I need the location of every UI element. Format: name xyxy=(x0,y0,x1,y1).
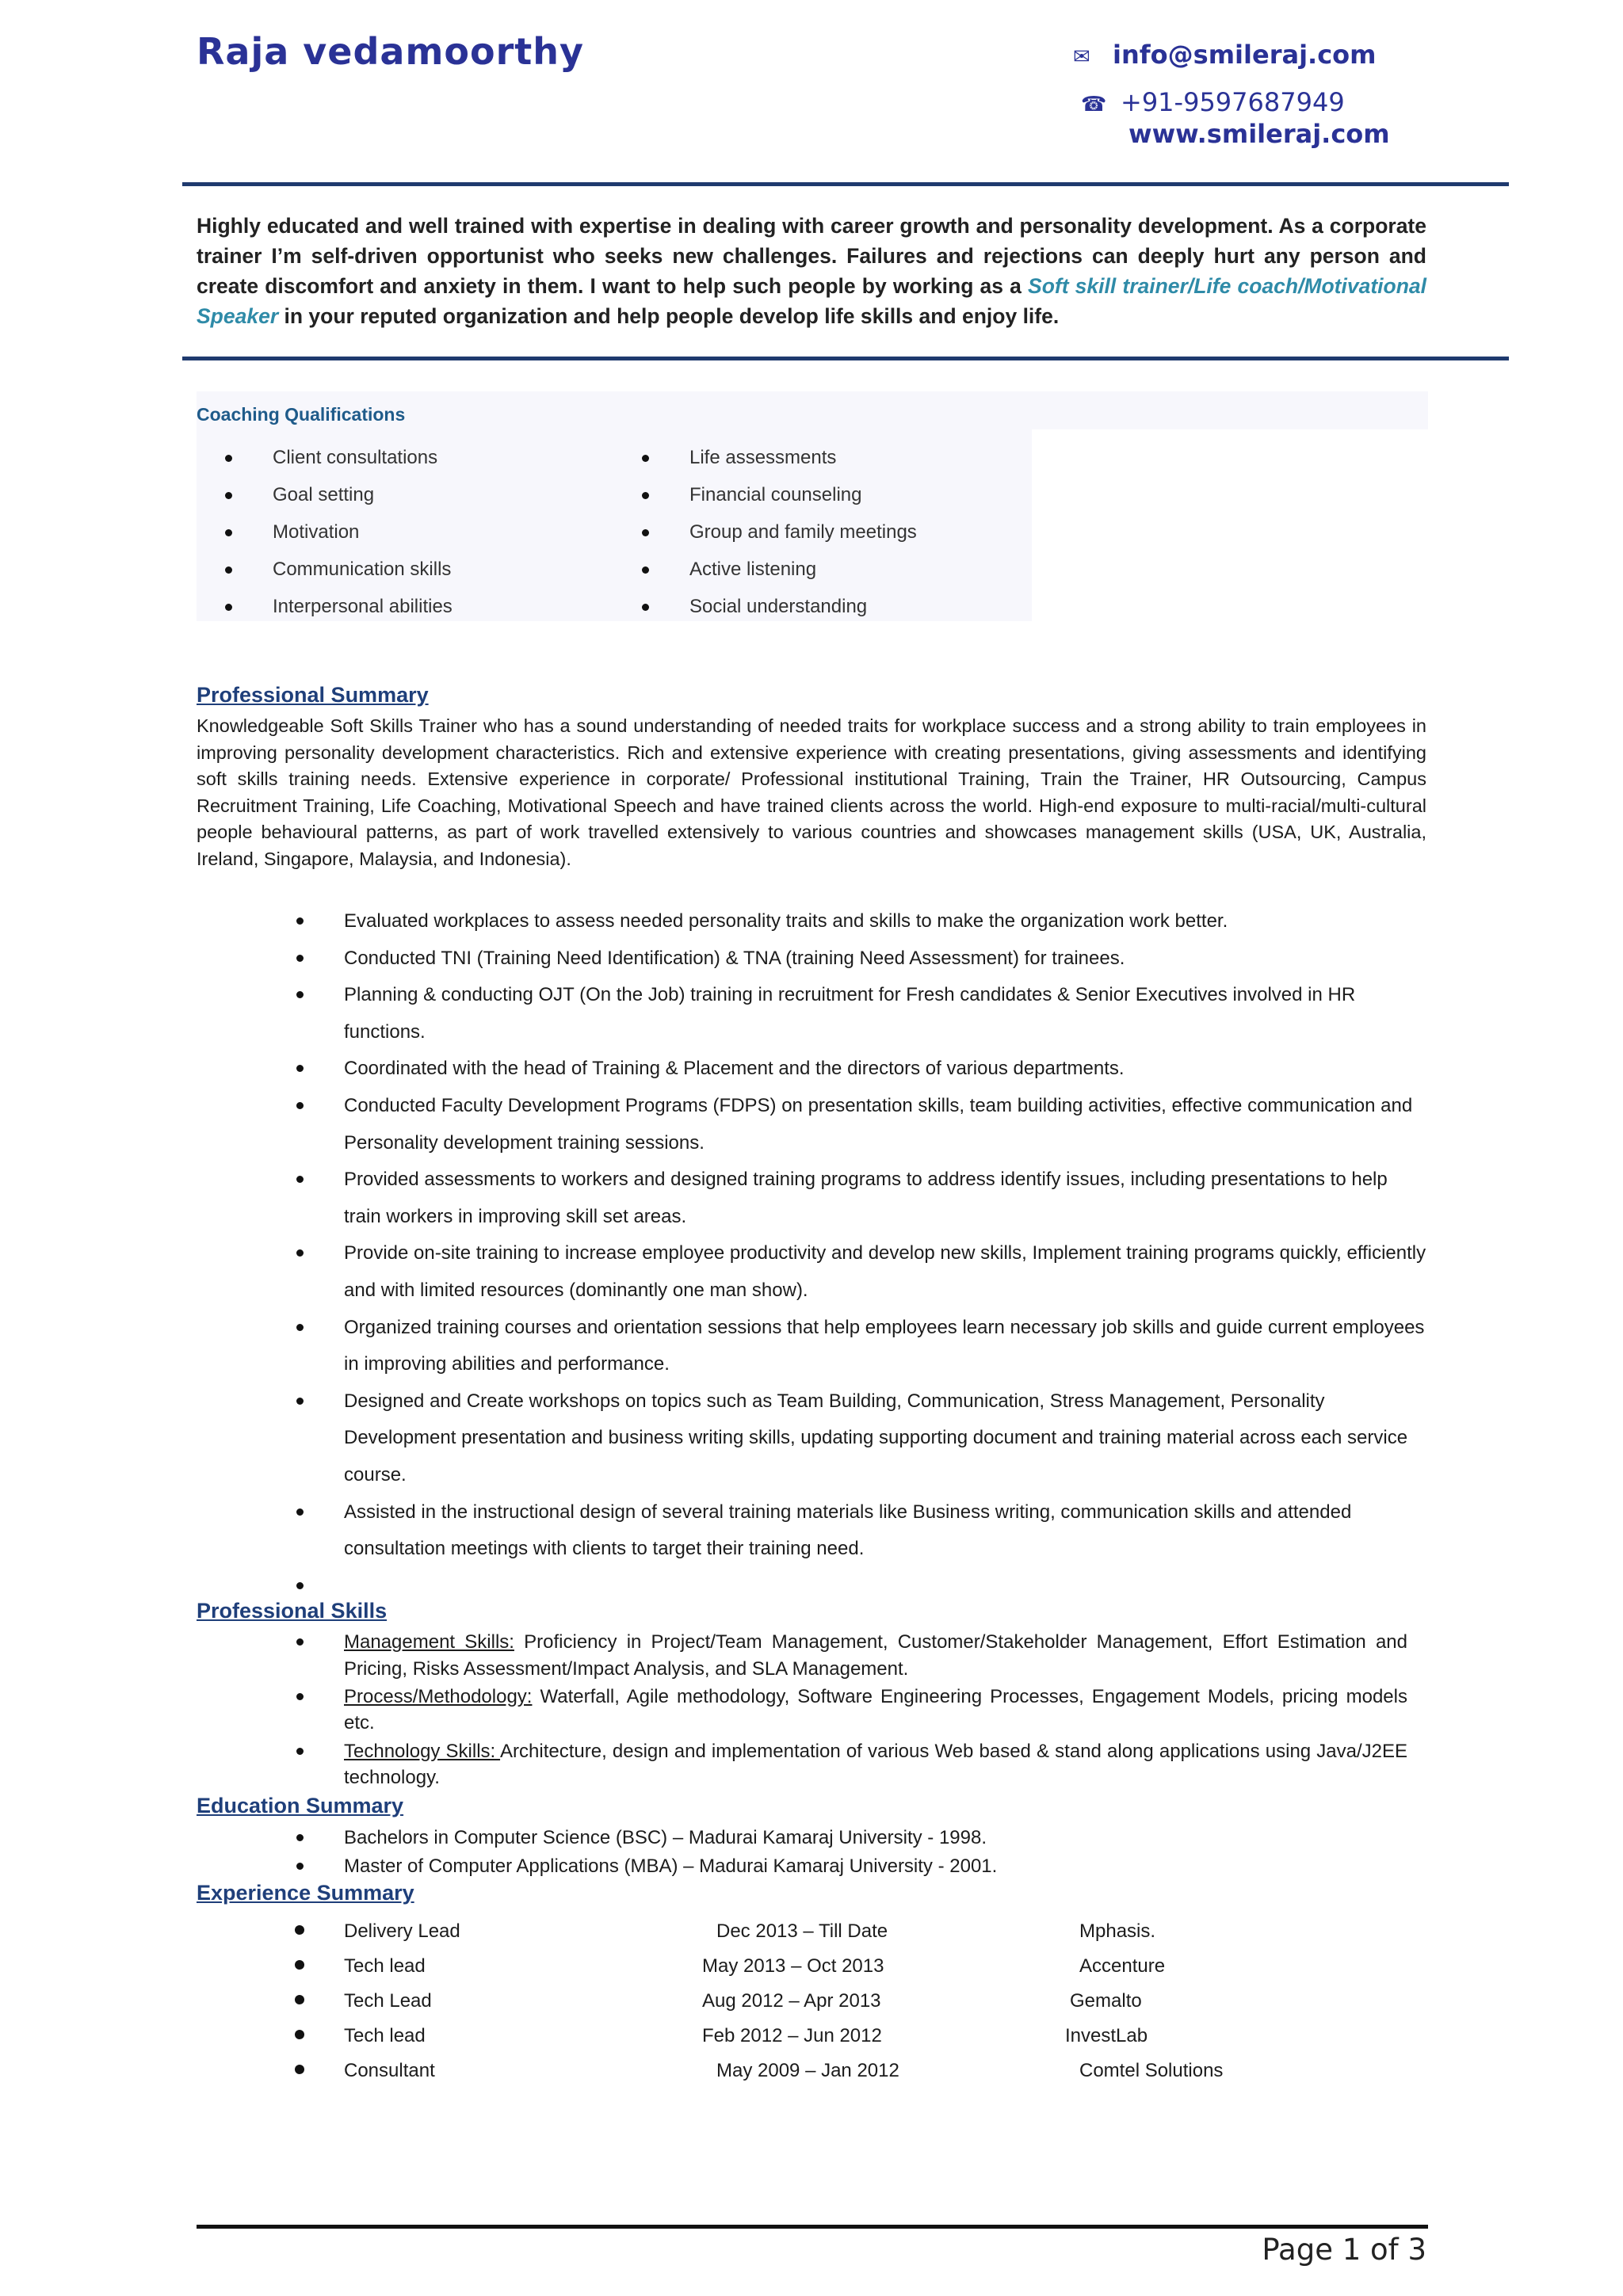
skill-item xyxy=(197,1738,1407,1791)
professional-skills-title: Professional Skills xyxy=(197,1599,388,1623)
experience-period: May 2009 – Jan 2012 xyxy=(716,2060,899,2081)
experience-role: Delivery Lead xyxy=(344,1920,460,1942)
list-item: Communication skills xyxy=(197,551,609,588)
intro-rule xyxy=(182,357,1509,360)
experience-role: Consultant xyxy=(344,2060,435,2081)
phone-icon: ☎ xyxy=(1081,93,1107,116)
mail-icon: ✉ xyxy=(1073,45,1090,69)
list-item: Provide on-site training to increase employee productivity and develop new skills, Implement training programs quickly, efficiently and with limited resources (dominantly one man show). xyxy=(197,1235,1428,1309)
skill-text: Proficiency in Project/Team Management, Customer/Stakeholder Management, Effort Estimation and Pricing, Risks Assessment/Impact Analysis, and SLA Management. xyxy=(344,1631,1407,1680)
list-item xyxy=(197,1568,1428,1600)
page-number: Page 1 of 3 xyxy=(1262,2233,1426,2267)
list-item: Provided assessments to workers and designed training programs to address identify issues, including presentations to help train workers in improving skill set areas. xyxy=(197,1161,1428,1235)
experience-title: Experience Summary xyxy=(197,1881,414,1905)
coaching-list-right xyxy=(613,439,1025,625)
list-item: Assisted in the instructional design of several training materials like Business writing, communication skills and attended consultation meetings with clients to target their training need. xyxy=(197,1494,1428,1568)
experience-role: Tech lead xyxy=(344,2025,426,2046)
professional-skills-list xyxy=(197,1629,1407,1792)
experience-role: Tech Lead xyxy=(344,1990,432,2012)
experience-row xyxy=(197,1914,1306,1949)
list-item: Group and family meetings xyxy=(613,513,1025,551)
experience-period: Aug 2012 – Apr 2013 xyxy=(702,1990,881,2012)
experience-company: Accenture xyxy=(1079,1955,1166,1977)
list-item: Active listening xyxy=(613,551,1025,588)
professional-summary-title: Professional Summary xyxy=(197,683,429,707)
list-item: Interpersonal abilities xyxy=(197,588,609,625)
phone-line xyxy=(1081,87,1345,117)
coaching-box-strip xyxy=(1032,391,1428,429)
education-title: Education Summary xyxy=(197,1794,404,1817)
intro-statement xyxy=(197,211,1426,331)
skill-text: Waterfall, Agile methodology, Software Engineering Processes, Engagement Models, pricing models etc. xyxy=(344,1685,1407,1734)
list-item: Coordinated with the head of Training & Placement and the directors of various departments. xyxy=(197,1051,1428,1088)
experience-row xyxy=(197,1984,1306,2019)
list-item: Financial counseling xyxy=(613,476,1025,513)
bullet-icon xyxy=(295,1925,304,1935)
coaching-list-left xyxy=(197,439,609,625)
skill-text: Architecture, design and implementation of various Web based & stand along applications using Java/J2EE technology. xyxy=(344,1740,1407,1789)
list-item: Goal setting xyxy=(197,476,609,513)
experience-company: Mphasis. xyxy=(1079,1920,1156,1942)
list-item: Client consultations xyxy=(197,439,609,476)
experience-company: Comtel Solutions xyxy=(1079,2060,1224,2081)
phone-number: +91-9597687949 xyxy=(1121,87,1345,117)
bullet-icon xyxy=(295,2065,304,2074)
experience-period: May 2013 – Oct 2013 xyxy=(702,1955,884,1977)
list-item: Designed and Create workshops on topics such as Team Building, Communication, Stress Management, Personality Development presentation and business writing skills, updating supporting document and training material across each service course. xyxy=(197,1383,1428,1494)
list-item: Bachelors in Computer Science (BSC) – Madurai Kamaraj University - 1998. xyxy=(197,1824,1428,1852)
coaching-title: Coaching Qualifications xyxy=(197,404,406,425)
skill-label: Management Skills: xyxy=(344,1631,514,1653)
experience-company: Gemalto xyxy=(1070,1990,1142,2012)
list-item: Life assessments xyxy=(613,439,1025,476)
experience-role: Tech lead xyxy=(344,1955,426,1977)
list-item: Planning & conducting OJT (On the Job) training in recruitment for Fresh candidates & Senior Executives involved in HR functions. xyxy=(197,977,1428,1051)
experience-row xyxy=(197,1949,1306,1984)
list-item: Conducted TNI (Training Need Identification) & TNA (training Need Assessment) for trainees. xyxy=(197,940,1428,978)
website-link[interactable]: www.smileraj.com xyxy=(1128,119,1390,149)
bullet-icon xyxy=(295,1960,304,1970)
candidate-name: Raja vedamoorthy xyxy=(197,30,584,73)
experience-period: Dec 2013 – Till Date xyxy=(716,1920,888,1942)
bullet-icon xyxy=(295,2030,304,2039)
skill-label: Technology Skills: xyxy=(344,1740,501,1762)
list-item: Evaluated workplaces to assess needed personality traits and skills to make the organization work better. xyxy=(197,903,1428,940)
bullet-icon xyxy=(295,1995,304,2004)
list-item: Social understanding xyxy=(613,588,1025,625)
skill-item xyxy=(197,1684,1407,1737)
experience-row xyxy=(197,2054,1306,2088)
experience-period: Feb 2012 – Jun 2012 xyxy=(702,2025,882,2046)
header-rule xyxy=(182,182,1509,186)
list-item: Conducted Faculty Development Programs (FDPS) on presentation skills, team building activities, effective communication and Personality development training sessions. xyxy=(197,1088,1428,1161)
experience-row xyxy=(197,2019,1306,2054)
education-list xyxy=(197,1824,1428,1881)
footer-rule xyxy=(197,2225,1428,2229)
skill-item xyxy=(197,1629,1407,1682)
list-item: Organized training courses and orientation sessions that help employees learn necessary job skills and guide current employees in improving abilities and performance. xyxy=(197,1310,1428,1383)
intro-text-b: in your reputed organization and help people develop life skills and enjoy life. xyxy=(278,304,1060,328)
intro-text-a: Highly educated and well trained with expertise in dealing with career growth and personality development. As a corporate trainer I’m self-driven opportunist who seeks new challenges. Failures and rejections can deeply hurt any person and create discomfort and anxiety in them. I want to help such people by working as a xyxy=(197,214,1426,298)
email-line xyxy=(1073,40,1376,70)
experience-company: InvestLab xyxy=(1065,2025,1148,2046)
list-item: Motivation xyxy=(197,513,609,551)
skill-label: Process/Methodology: xyxy=(344,1685,533,1707)
list-item: Master of Computer Applications (MBA) – Madurai Kamaraj University - 2001. xyxy=(197,1852,1428,1881)
email-address[interactable]: info@smileraj.com xyxy=(1113,40,1377,70)
professional-summary-bullets xyxy=(197,903,1428,1600)
professional-summary-paragraph: Knowledgeable Soft Skills Trainer who has a sound understanding of needed traits for workplace success and a strong ability to train employees in improving personality development characteristics. Rich and extensive experience with creating presentations, giving assessments and identifying soft skills training needs. Extensive experience in corporate/ Professional institutional Training, Train the Trainer, HR Outsourcing, Campus Recruitment Training, Life Coaching, Motivational Speech and have trained clients across the world. High-end exposure to multi-racial/multi-cultural people behavioural patterns, as part of work travelled extensively to various countries and showcases management skills (USA, UK, Australia, Ireland, Singapore, Malaysia, and Indonesia). xyxy=(197,715,1426,869)
intro-highlight: Soft skill trainer/Life coach/Motivational Speaker xyxy=(197,274,1427,328)
